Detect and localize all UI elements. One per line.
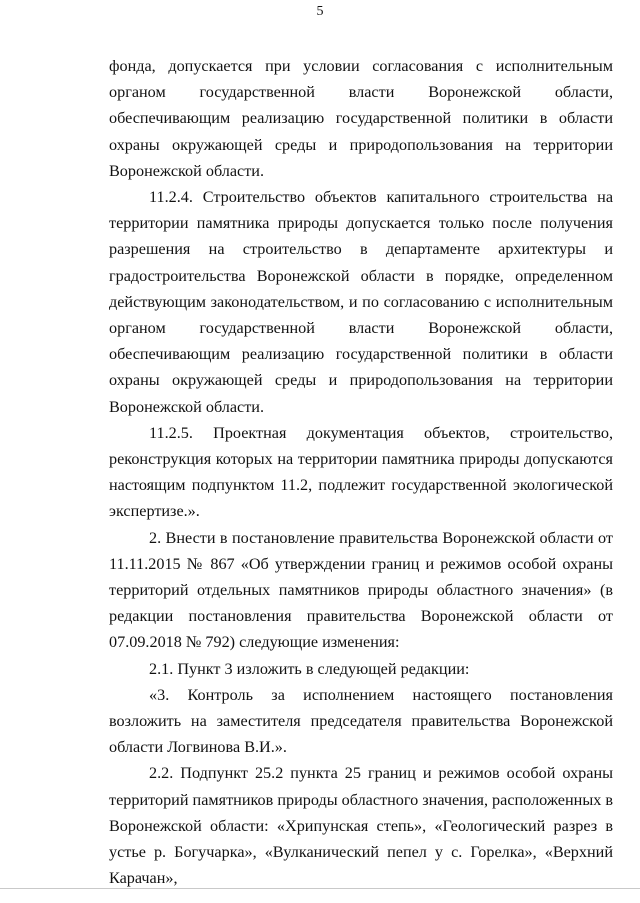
paragraph-continuation: фонда, допускается при условии согласования с исполнительным органом государственной власти Воронежской области, обеспечивающим реализацию государственной политики в области охраны окружающей среды и природопользования на территории Воронежской области. [109, 57, 613, 180]
paragraph-2: 2. Внести в постановление правительства Воронежской области от 11.11.2015 № 867 «Об утверждении границ и режимов особой охраны территорий отдельных памятников природы областного значения» (в редакции постановления правительства Воронежской области от 07.09.2018 № 792) следующие изменения: [109, 528, 613, 652]
paragraph-2-1: 2.1. Пункт 3 изложить в следующей редакции: [149, 659, 470, 678]
page-number: 5 [316, 4, 324, 19]
paragraph-11-2-5: 11.2.5. Проектная документация объектов, строительство, реконструкция которых на территории памятника природы допускаются настоящим подпунктом 11.2, подлежит государственной экологической экспертизе.». [109, 423, 613, 521]
paragraph-11-2-4: 11.2.4. Строительство объектов капитального строительства на территории памятника природы допускается только после получения разрешения на строительство в департаменте архитектуры и градостроительства Воронежской области в порядке, определенном действующим законодательством, и по согласованию с исполнительным органом государственной власти Воронежской области, обеспечивающим реализацию государственной политики в области охраны окружающей среды и природопользования на территории Воронежской области. [109, 188, 613, 416]
paragraph-quote-3: «3. Контроль за исполнением настоящего постановления возложить на заместителя председателя правительства Воронежской области Логвинова В.И.». [109, 685, 613, 757]
page-bottom-edge [0, 888, 640, 889]
document-body [109, 53, 613, 892]
paragraph-2-2: 2.2. Подпункт 25.2 пункта 25 границ и режимов особой охраны территорий памятников природы областного значения, расположенных в Воронежской области: «Хрипунская степь», «Геологический разрез в устье р. Богучарка», «Вулканический пепел у с. Горелка», «Верхний Карачан», [109, 764, 613, 888]
